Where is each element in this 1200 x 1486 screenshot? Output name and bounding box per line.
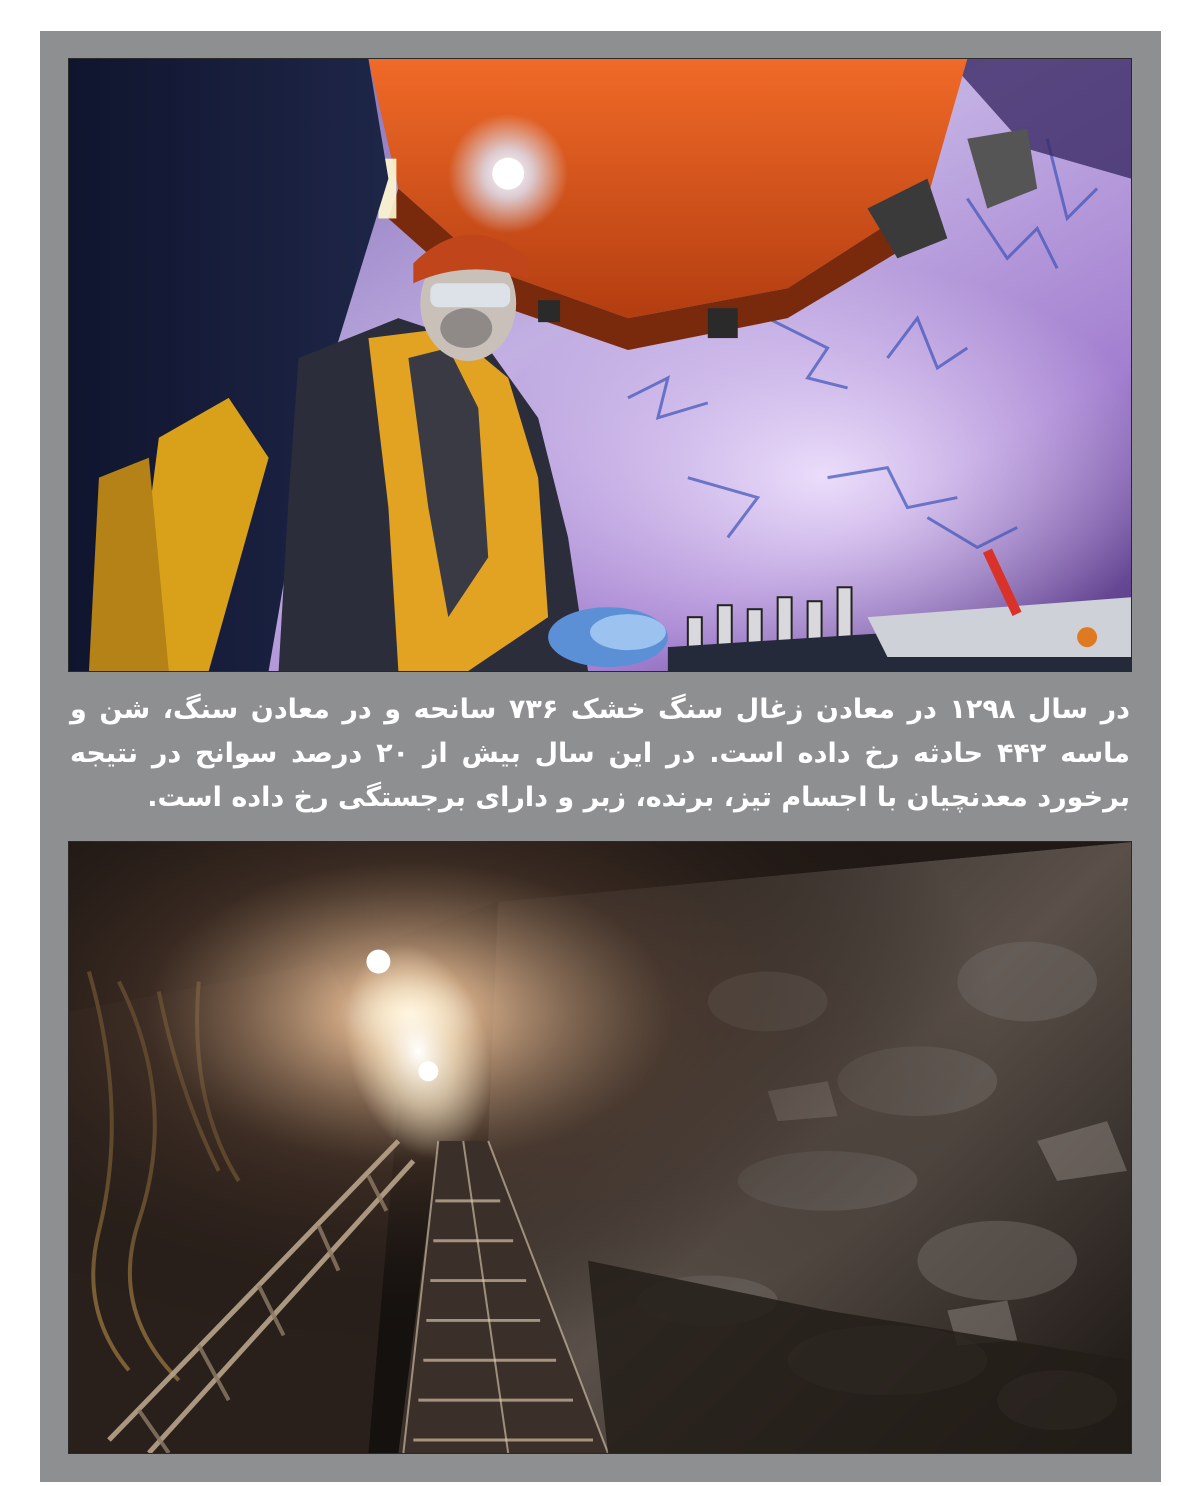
tunnel-photo-illustration — [69, 842, 1131, 1453]
figure-caption: در سال ۱۲۹۸ در معادن زغال سنگ خشک ۷۳۶ سانحه و در معادن سنگ، شن و ماسه ۴۴۲ حادثه رخ داده است. در این سال بیش از ۲۰ درصد سوانح در نتیجه برخورد معدنچیان با اجسام تیز، برنده، زبر و دارای برجستگی رخ داده است. — [70, 694, 1130, 813]
photo-coal-mine-tunnel — [68, 841, 1132, 1454]
miner-photo-illustration — [69, 59, 1131, 671]
photo-miner-with-drill — [68, 58, 1132, 672]
article-figure-panel — [40, 31, 1161, 1482]
